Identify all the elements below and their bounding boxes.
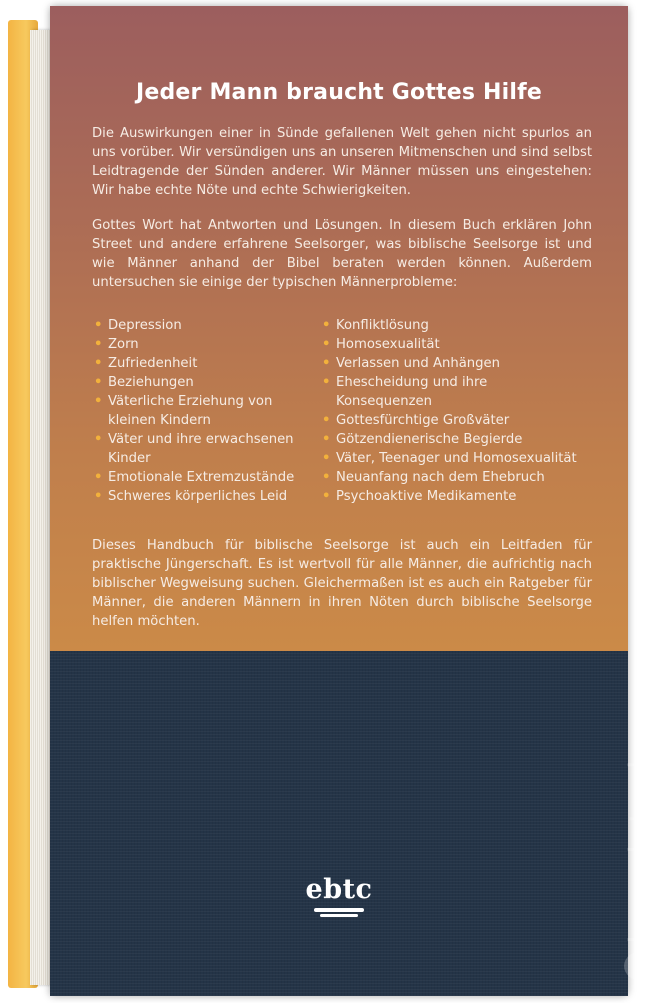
book-back-cover (50, 6, 660, 996)
topic-item: • Psychoaktive Medikamente (322, 487, 582, 506)
cover-title: Jeder Mann braucht Gottes Hilfe (135, 80, 543, 105)
watermark-book-icon (624, 951, 660, 981)
topic-item: • Zufriedenheit (94, 354, 324, 373)
topic-item: • Homosexualität (322, 335, 582, 354)
topics-list-left (94, 316, 324, 506)
watermark-text: leseplatz.de (622, 738, 660, 944)
publisher-logo: ebtc (305, 874, 373, 905)
publisher-logo-book-icon-base (320, 914, 358, 917)
topic-item: • Beziehungen (94, 373, 324, 392)
book-pages-edge (30, 30, 50, 985)
topic-item: • Gottesfürchtige Großväter (322, 411, 582, 430)
topic-item: • Neuanfang nach dem Ehebruch (322, 468, 582, 487)
topic-item: • Konfliktlösung (322, 316, 582, 335)
description-paragraph: Gottes Wort hat Antworten und Lösungen. In diesem Buch erklären John Street und andere erfahrene Seelsorger, was biblische Seelsorge ist und wie Männer anhand der Bibel beraten werden können. Außerdem untersuchen sie einige der typischen Männerprobleme: (92, 218, 592, 290)
topic-item: • Zorn (94, 335, 324, 354)
closing-paragraph: Dieses Handbuch für biblische Seelsorge ist auch ein Leitfaden für praktische Jüngerschaft. Es ist wertvoll für alle Männer, die aufrichtig nach biblischer Wegweisung suchen. Gleichermaßen ist es auch ein Ratgeber für Männer, die anderen Männern in ihren Nöten durch biblische Seelsorge helfen möchten. (92, 538, 592, 629)
cover-lower-fabric-section (50, 651, 628, 996)
topic-item: • Ehescheidung und ihre Konsequenzen (322, 373, 582, 411)
intro-paragraph: Die Auswirkungen einer in Sünde gefallenen Welt gehen nicht spurlos an uns vorüber. Wir versündigen uns an unseren Mitmenschen und sind selbst Leidtragende der Sünden anderer. Wir Männer müssen uns eingestehen: Wir habe echte Nöte und echte Schwierigkeiten. (92, 126, 592, 198)
topic-item: • Depression (94, 316, 324, 335)
topic-item: • Väter, Teenager und Homosexualität (322, 449, 582, 468)
publisher-logo-book-icon (314, 908, 364, 912)
topic-item: • Väterliche Erziehung von kleinen Kindern (94, 392, 324, 430)
topic-item: • Väter und ihre erwachsenen Kinder (94, 430, 324, 468)
topic-item: • Verlassen und Anhängen (322, 354, 582, 373)
topic-item: • Schweres körperliches Leid (94, 487, 324, 506)
topic-item: • Götzendienerische Begierde (322, 430, 582, 449)
topics-list-right (322, 316, 582, 506)
topic-item: • Emotionale Extremzustände (94, 468, 324, 487)
